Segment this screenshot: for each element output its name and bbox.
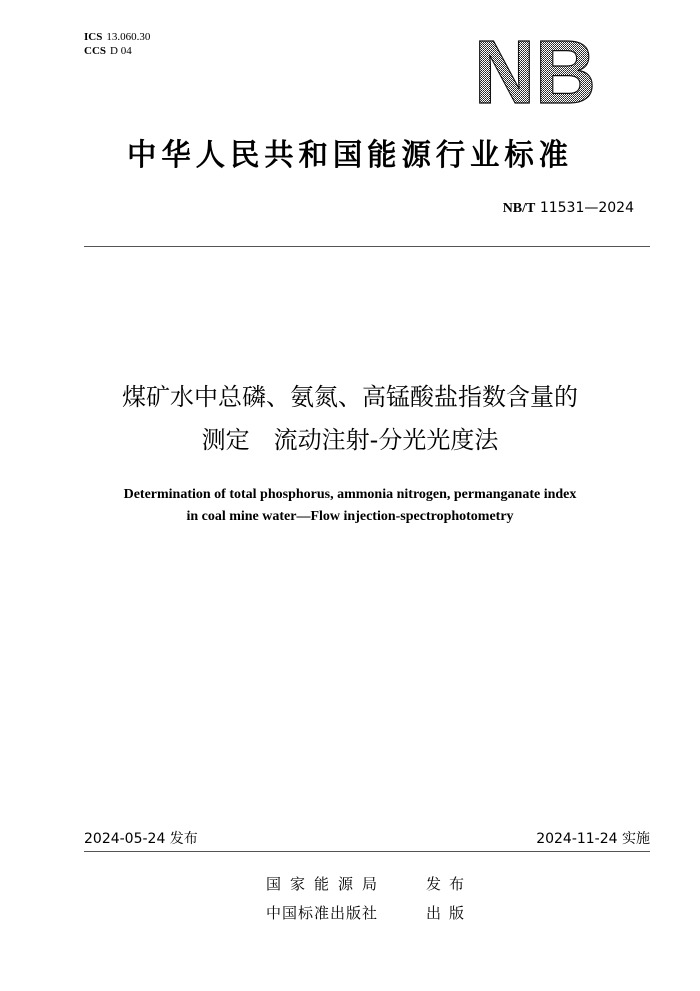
printer-role: 出版 [426, 904, 473, 922]
printer-line [266, 903, 472, 923]
title-zh-line-2: 测定 流动注射-分光光度法 [201, 426, 499, 454]
ccs-label: CCS [84, 45, 107, 57]
issuer-name: 国家能源局 [266, 875, 387, 893]
implementation-date: 2024-11-24 实施 [536, 831, 650, 847]
ics-label: ICS [84, 31, 103, 43]
classification-block [84, 30, 150, 58]
ics-value: 13.060.30 [106, 31, 151, 43]
issuer-line [266, 874, 472, 894]
standard-code [503, 200, 634, 217]
standard-prefix: NB/T [502, 201, 536, 216]
nb-logo-text: NB [474, 36, 596, 106]
ccs-line [84, 44, 150, 58]
nb-logo [473, 36, 597, 106]
standard-number: 11531—2024 [539, 200, 634, 216]
ics-line [84, 30, 150, 44]
issuer-role: 发布 [426, 875, 473, 893]
printer-name: 中国标准出版社 [266, 904, 379, 922]
ccs-value: D 04 [110, 45, 132, 57]
issuing-body-title: 中华人民共和国能源行业标准 [127, 138, 573, 173]
title-zh-line-1: 煤矿水中总磷、氨氮、高锰酸盐指数含量的 [122, 383, 578, 411]
issue-date: 2024-05-24 发布 [84, 831, 198, 847]
title-en-line-1: Determination of total phosphorus, ammonia nitrogen, permanganate index [123, 487, 577, 502]
header-divider [84, 246, 650, 247]
title-en-line-2: in coal mine water—Flow injection-spectrophotometry [186, 509, 514, 524]
footer-divider [84, 851, 650, 852]
